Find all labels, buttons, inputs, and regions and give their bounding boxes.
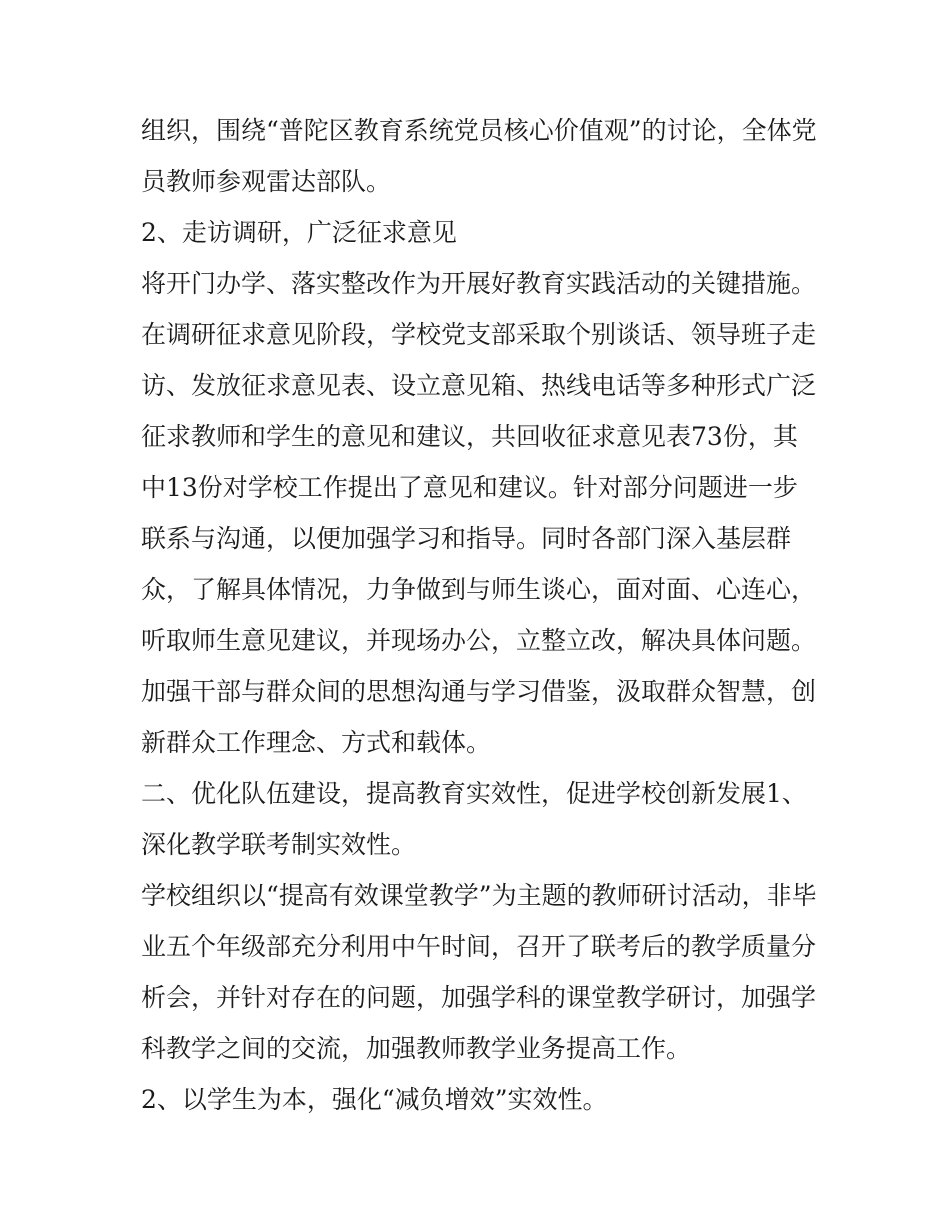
document-body [141, 105, 821, 1125]
text-line: 新群众工作理念、方式和载体。 [141, 728, 492, 757]
text-line: 员教师参观雷达部队。 [141, 167, 392, 196]
text-line: 在调研征求意见阶段，学校党支部采取个别谈话、领导班子走 [141, 320, 817, 349]
text-line: 众，了解具体情况，力争做到与师生谈心，面对面、心连心， [141, 575, 817, 604]
text-line: 加强干部与群众间的思想沟通与学习借鉴，汲取群众智慧，创 [141, 677, 817, 706]
text-line: 访、发放征求意见表、设立意见箱、热线电话等多种形式广泛 [141, 371, 817, 400]
text-line: 听取师生意见建议，并现场办公，立整立改，解决具体问题。 [141, 626, 817, 655]
text-line: 业五个年级部充分利用中午时间，召开了联考后的教学质量分 [141, 932, 817, 961]
text-line: 征求教师和学生的意见和建议，共回收征求意见表73份，其 [141, 422, 798, 451]
text-line: 将开门办学、落实整改作为开展好教育实践活动的关键措施。 [141, 269, 817, 298]
text-line: 联系与沟通，以便加强学习和指导。同时各部门深入基层群 [141, 524, 792, 553]
text-line: 中13份对学校工作提出了意见和建议。针对部分问题进一步 [141, 473, 798, 502]
section-heading: 2、走访调研，广泛征求意见 [141, 218, 457, 247]
section-heading: 2、以学生为本，强化“减负增效”实效性。 [141, 1085, 608, 1114]
text-line: 科教学之间的交流，加强教师教学业务提高工作。 [141, 1034, 692, 1063]
section-heading: 深化教学联考制实效性。 [141, 830, 417, 859]
section-heading: 二、优化队伍建设，提高教育实效性，促进学校创新发展1、 [141, 779, 807, 808]
text-line: 析会，并针对存在的问题，加强学科的课堂教学研讨，加强学 [141, 983, 817, 1012]
text-line: 组织，围绕“普陀区教育系统党员核心价值观”的讨论，全体党 [141, 116, 817, 145]
text-line: 学校组织以“提高有效课堂教学”为主题的教师研讨活动，非毕 [141, 881, 817, 910]
